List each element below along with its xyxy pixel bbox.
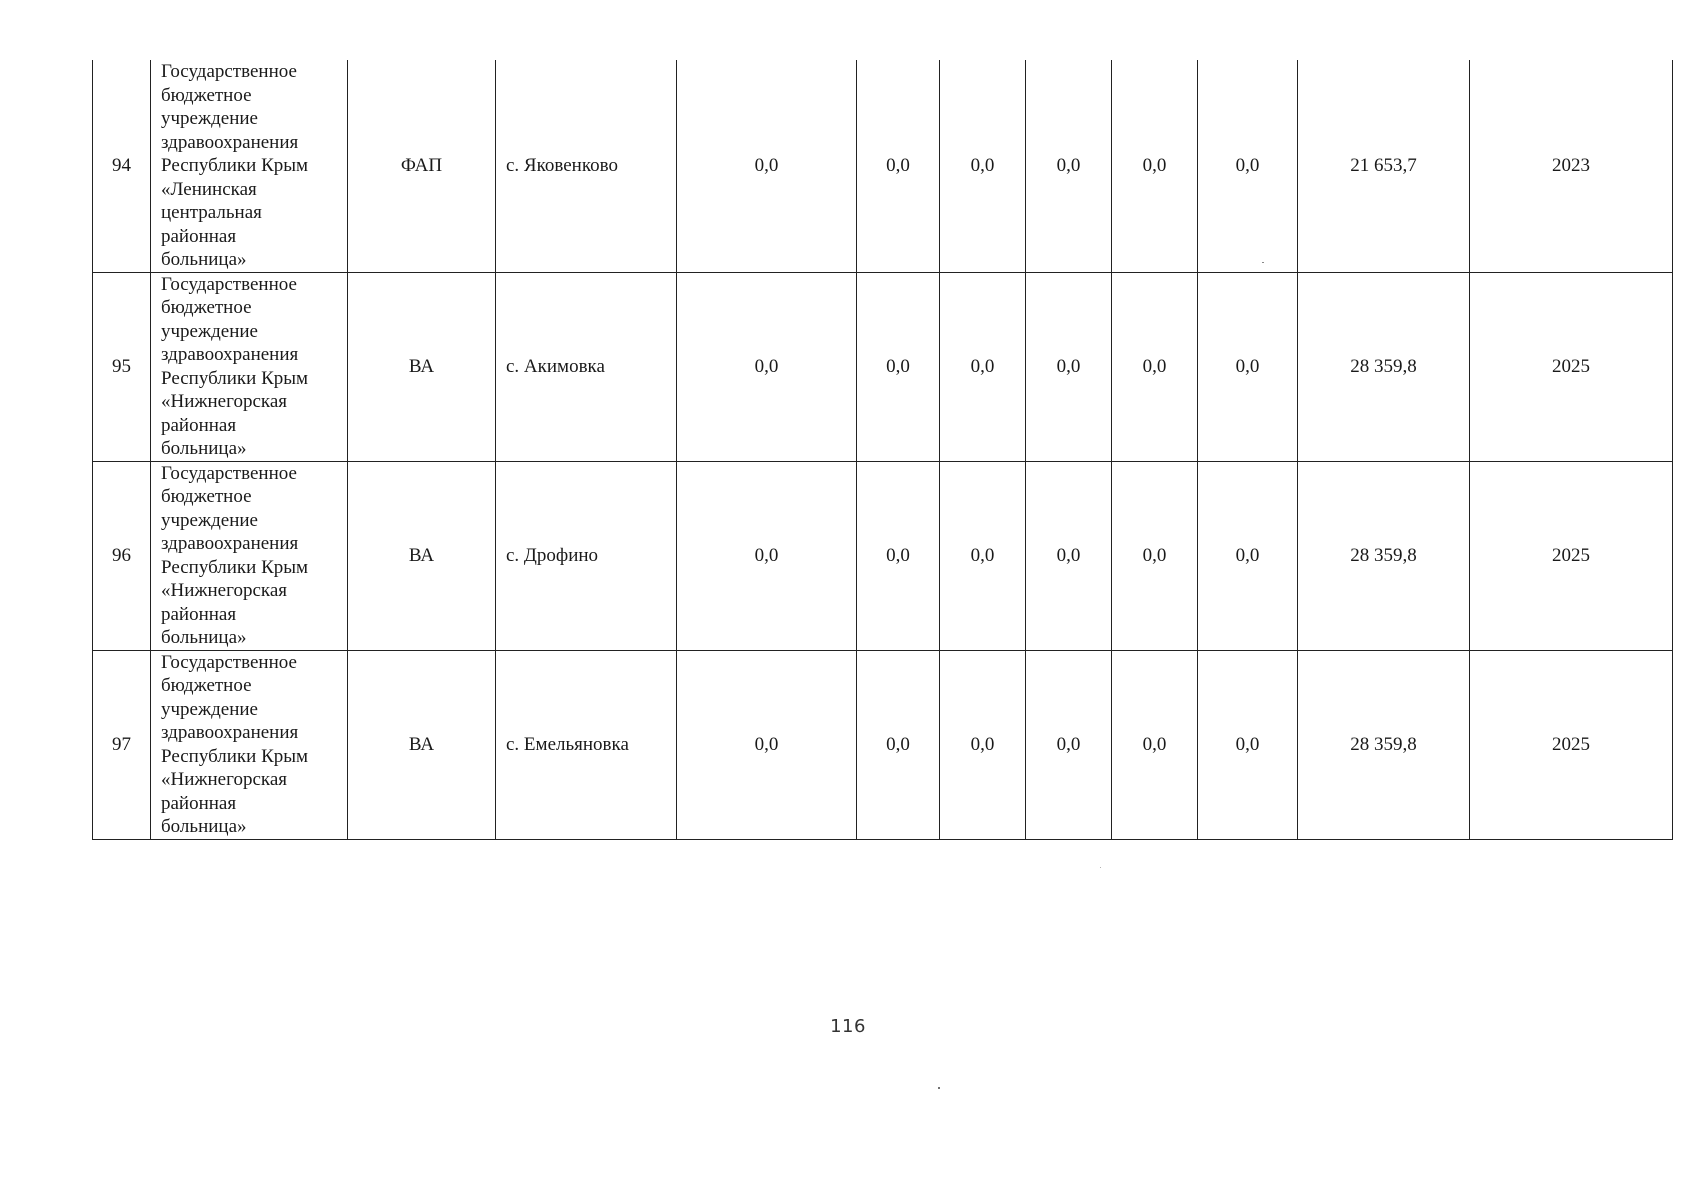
org-line: больница»: [161, 816, 247, 837]
org-line: Республики Крым: [161, 556, 309, 578]
value-cell: 0,0: [1112, 60, 1198, 272]
org-line: «Нижнегорская: [161, 391, 287, 412]
year-cell: 2023: [1470, 60, 1673, 272]
facility-location: с. Емельяновка: [496, 650, 677, 839]
amount-cell: 28 359,8: [1298, 650, 1470, 839]
org-line: бюджетное: [161, 297, 252, 318]
amount-cell: 21 653,7: [1298, 60, 1470, 272]
value-cell: 0,0: [1198, 272, 1298, 461]
row-number: 95: [93, 272, 151, 461]
org-line: учреждение: [161, 509, 258, 531]
org-line: Государственное: [161, 462, 297, 484]
organization-name: [151, 461, 348, 650]
org-line: Республики Крым: [161, 745, 309, 767]
value-cell: 0,0: [857, 60, 940, 272]
facility-type: ВА: [348, 461, 496, 650]
value-cell: 0,0: [1026, 272, 1112, 461]
org-line: больница»: [161, 627, 247, 648]
value-cell: 0,0: [1112, 272, 1198, 461]
org-line: районная: [161, 225, 237, 247]
org-line: здравоохранения: [161, 722, 299, 743]
page-number: 116: [830, 1016, 866, 1037]
value-cell: 0,0: [940, 272, 1026, 461]
facility-type: ФАП: [348, 60, 496, 272]
org-line: бюджетное: [161, 84, 252, 106]
org-line: здравоохранения: [161, 344, 299, 365]
scan-speck: [1100, 867, 1101, 868]
row-number: 94: [93, 60, 151, 272]
value-cell: 0,0: [940, 650, 1026, 839]
facilities-table: [92, 60, 1673, 840]
org-line: учреждение: [161, 698, 258, 720]
org-line: «Нижнегорская: [161, 769, 287, 790]
scan-speck: [938, 1087, 940, 1089]
value-cell: 0,0: [1198, 60, 1298, 272]
organization-name: [151, 650, 348, 839]
org-line: центральная: [161, 202, 262, 223]
organization-name: [151, 272, 348, 461]
value-cell: 0,0: [857, 272, 940, 461]
year-cell: 2025: [1470, 272, 1673, 461]
org-line: бюджетное: [161, 486, 252, 507]
org-line: здравоохранения: [161, 533, 299, 554]
org-line: здравоохранения: [161, 131, 299, 153]
facility-location: с. Дрофино: [496, 461, 677, 650]
org-line: бюджетное: [161, 675, 252, 696]
value-cell: 0,0: [677, 60, 857, 272]
organization-name: [151, 60, 348, 272]
value-cell: 0,0: [677, 272, 857, 461]
value-cell: 0,0: [1198, 650, 1298, 839]
value-cell: 0,0: [940, 461, 1026, 650]
org-line: районная: [161, 603, 237, 625]
table-row: [93, 272, 1673, 461]
value-cell: 0,0: [1112, 461, 1198, 650]
org-line: Государственное: [161, 61, 297, 82]
scan-speck: [1262, 262, 1264, 263]
document-sheet: [92, 60, 1672, 840]
value-cell: 0,0: [677, 650, 857, 839]
org-line: районная: [161, 414, 237, 436]
org-line: Государственное: [161, 651, 297, 673]
value-cell: 0,0: [857, 650, 940, 839]
amount-cell: 28 359,8: [1298, 272, 1470, 461]
org-line: больница»: [161, 249, 247, 270]
value-cell: 0,0: [1026, 650, 1112, 839]
facility-type: ВА: [348, 272, 496, 461]
value-cell: 0,0: [1198, 461, 1298, 650]
value-cell: 0,0: [1112, 650, 1198, 839]
year-cell: 2025: [1470, 461, 1673, 650]
value-cell: 0,0: [1026, 60, 1112, 272]
org-line: Республики Крым: [161, 367, 309, 389]
table-row: [93, 650, 1673, 839]
table-row: [93, 461, 1673, 650]
facility-type: ВА: [348, 650, 496, 839]
facility-location: с. Яковенково: [496, 60, 677, 272]
value-cell: 0,0: [940, 60, 1026, 272]
table-row: [93, 60, 1673, 272]
facility-location: с. Акимовка: [496, 272, 677, 461]
org-line: Республики Крым: [161, 155, 309, 176]
row-number: 96: [93, 461, 151, 650]
value-cell: 0,0: [857, 461, 940, 650]
org-line: «Нижнегорская: [161, 580, 287, 601]
amount-cell: 28 359,8: [1298, 461, 1470, 650]
org-line: учреждение: [161, 320, 258, 342]
org-line: «Ленинская: [161, 178, 257, 200]
org-line: Государственное: [161, 273, 297, 295]
org-line: районная: [161, 792, 237, 814]
value-cell: 0,0: [677, 461, 857, 650]
org-line: учреждение: [161, 108, 258, 129]
year-cell: 2025: [1470, 650, 1673, 839]
row-number: 97: [93, 650, 151, 839]
value-cell: 0,0: [1026, 461, 1112, 650]
org-line: больница»: [161, 438, 247, 459]
